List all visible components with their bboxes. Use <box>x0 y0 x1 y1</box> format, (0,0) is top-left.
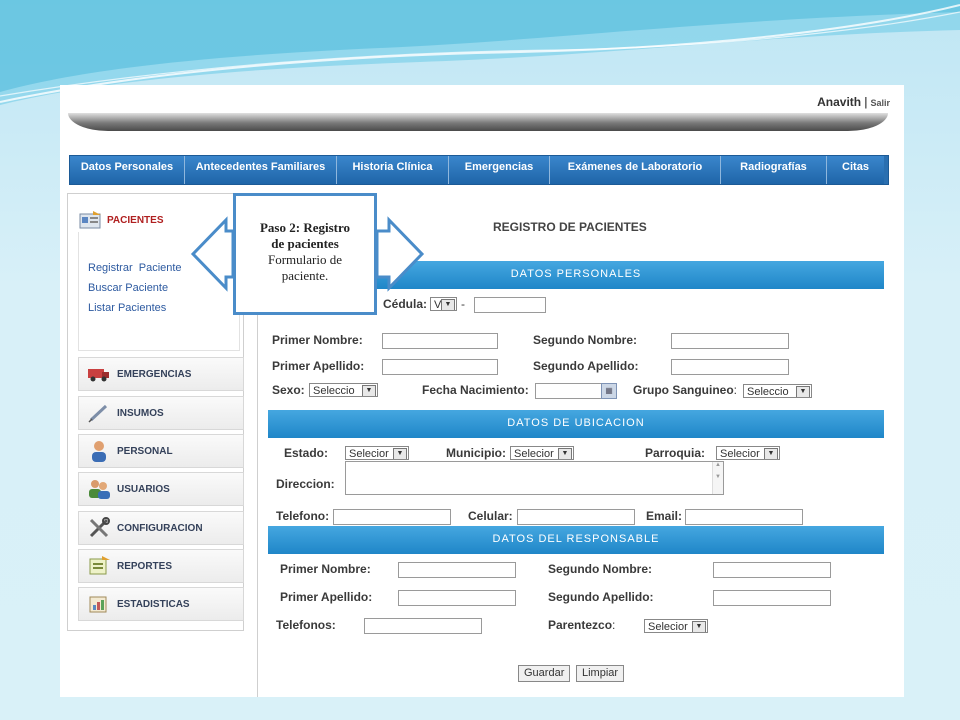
step-callout <box>233 193 377 315</box>
municipio-select-value: Selecior <box>514 448 554 460</box>
sidebar-item-label: EMERGENCIAS <box>117 368 192 380</box>
chevron-down-icon: ▼ <box>764 448 778 460</box>
celular-input[interactable] <box>517 509 635 525</box>
report-icon <box>87 555 111 577</box>
tab-emergencias[interactable]: Emergencias <box>449 156 550 184</box>
link-registrar-paciente[interactable]: Registrar Paciente <box>88 262 182 274</box>
email-label: Email: <box>646 509 683 523</box>
section-datos-responsable: DATOS DEL RESPONSABLE <box>268 526 884 554</box>
tab-datos-personales[interactable]: Datos Personales <box>70 156 185 184</box>
main-tabs <box>69 155 889 185</box>
direccion-textarea[interactable] <box>345 461 724 495</box>
tab-citas[interactable]: Citas <box>827 156 884 184</box>
cedula-label: Cédula: <box>383 297 428 311</box>
callout-line3: Formulario de <box>267 252 342 267</box>
primer-nombre-label: Primer Nombre: <box>272 333 363 347</box>
municipio-label: Municipio: <box>446 446 506 460</box>
direccion-label: Direccion: <box>276 477 335 491</box>
header-bar <box>68 113 888 131</box>
user-separator: | <box>864 95 868 109</box>
parentezco-select-value: Selecior <box>648 621 688 633</box>
save-button[interactable]: Guardar <box>518 665 570 682</box>
resp-segundo-apellido-input[interactable] <box>713 590 831 606</box>
resp-segundo-nombre-label: Segundo Nombre: <box>548 562 652 576</box>
sidebar-item-estadisticas[interactable] <box>78 587 244 621</box>
grupo-sanguineo-select[interactable] <box>743 384 812 398</box>
telefono-input[interactable] <box>333 509 451 525</box>
grupo-sanguineo-text: Grupo Sanguineo <box>633 383 734 397</box>
link-buscar-paciente[interactable]: Buscar Paciente <box>88 282 169 294</box>
segundo-apellido-label: Segundo Apellido: <box>533 359 639 373</box>
sidebar-item-label: INSUMOS <box>117 407 164 419</box>
primer-apellido-label: Primer Apellido: <box>272 359 365 373</box>
parroquia-select-value: Selecior <box>720 448 760 460</box>
textarea-scrollbar[interactable]: ▲ ▼ <box>712 462 723 494</box>
username: Anavith <box>817 95 862 109</box>
telefonos-label: Telefonos: <box>276 618 336 632</box>
estado-label: Estado: <box>284 446 329 460</box>
cedula-input[interactable] <box>474 297 546 313</box>
app-screenshot <box>60 85 904 697</box>
tab-antecedentes-familiares[interactable]: Antecedentes Familiares <box>185 156 337 184</box>
grupo-sanguineo-value: Seleccio <box>747 386 789 398</box>
sidebar-item-label: ESTADISTICAS <box>117 598 190 610</box>
patient-submenu <box>88 262 182 322</box>
resp-segundo-apellido-label: Segundo Apellido: <box>548 590 654 604</box>
chevron-down-icon: ▼ <box>558 448 572 460</box>
primer-apellido-input[interactable] <box>382 359 498 375</box>
tab-examenes-laboratorio[interactable]: Exámenes de Laboratorio <box>550 156 721 184</box>
sidebar-item-label: USUARIOS <box>117 483 170 495</box>
cedula-dash: - <box>461 297 465 311</box>
parroquia-label: Parroquia: <box>645 446 706 460</box>
grupo-sanguineo-label <box>633 383 737 397</box>
grupo-sanguineo-colon: : <box>733 383 738 397</box>
sidebar-item-configuracion[interactable] <box>78 511 244 545</box>
telefonos-input[interactable] <box>364 618 482 634</box>
telefono-label: Telefono: <box>276 509 330 523</box>
callout-line1: Paso 2: Registro <box>259 220 351 235</box>
parentezco-text: Parentezco <box>548 618 613 632</box>
estado-select[interactable] <box>345 446 409 460</box>
page-title: REGISTRO DE PACIENTES <box>493 220 647 234</box>
resp-primer-nombre-input[interactable] <box>398 562 516 578</box>
sidebar-item-label: CONFIGURACION <box>117 522 203 534</box>
resp-primer-nombre-label: Primer Nombre: <box>280 562 371 576</box>
sidebar-item-emergencias[interactable] <box>78 357 244 391</box>
calendar-icon[interactable]: ▦ <box>601 383 617 399</box>
sidebar-item-insumos[interactable] <box>78 396 244 430</box>
sidebar-item-pacientes[interactable] <box>79 207 231 233</box>
sidebar-item-label: PERSONAL <box>117 445 173 457</box>
parentezco-select[interactable] <box>644 619 708 633</box>
email-field[interactable] <box>685 509 803 525</box>
segundo-nombre-label: Segundo Nombre: <box>533 333 637 347</box>
chevron-down-icon: ▼ <box>796 386 810 398</box>
parroquia-select[interactable] <box>716 446 780 460</box>
fecha-nacimiento-label: Fecha Nacimiento: <box>422 383 529 397</box>
person-icon <box>87 440 111 462</box>
sidebar-item-label: REPORTES <box>117 560 173 572</box>
ambulance-icon <box>87 363 111 385</box>
cedula-prefix-value: V <box>434 299 442 311</box>
sexo-select[interactable] <box>309 383 378 397</box>
sexo-label: Sexo: <box>272 383 305 397</box>
chevron-down-icon: ▼ <box>393 448 407 460</box>
section-datos-personales: DATOS PERSONALES <box>268 261 884 289</box>
resp-segundo-nombre-input[interactable] <box>713 562 831 578</box>
tools-icon <box>87 517 111 539</box>
cedula-prefix-select[interactable] <box>430 297 457 311</box>
celular-label: Celular: <box>468 509 513 523</box>
callout-line4: paciente. <box>281 268 329 283</box>
sidebar-item-personal[interactable] <box>78 434 244 468</box>
parentezco-label <box>548 618 615 632</box>
section-datos-ubicacion: DATOS DE UBICACION <box>268 410 884 438</box>
chevron-down-icon: ▼ <box>362 385 376 397</box>
users-icon <box>87 478 111 500</box>
resp-primer-apellido-input[interactable] <box>398 590 516 606</box>
sidebar-item-usuarios[interactable] <box>78 472 244 506</box>
user-area <box>817 95 890 109</box>
callout-line2: de pacientes <box>271 236 339 251</box>
chevron-down-icon: ▼ <box>441 299 455 311</box>
sidebar-item-reportes[interactable] <box>78 549 244 583</box>
stats-icon <box>87 593 111 615</box>
tab-historia-clinica[interactable]: Historia Clínica <box>337 156 449 184</box>
tab-radiografias[interactable]: Radiografías <box>721 156 827 184</box>
sidebar <box>67 193 244 631</box>
clear-button[interactable]: Limpiar <box>576 665 624 682</box>
parentezco-colon: : <box>612 618 616 632</box>
estado-select-value: Selecior <box>349 448 389 460</box>
primer-nombre-input[interactable] <box>382 333 498 349</box>
link-listar-pacientes[interactable]: Listar Pacientes <box>88 302 167 314</box>
municipio-select[interactable] <box>510 446 574 460</box>
segundo-apellido-input[interactable] <box>671 359 789 375</box>
patients-icon <box>79 211 101 229</box>
resp-primer-apellido-label: Primer Apellido: <box>280 590 373 604</box>
logout-link[interactable]: Salir <box>870 98 890 108</box>
chevron-down-icon: ▼ <box>692 621 706 633</box>
segundo-nombre-input[interactable] <box>671 333 789 349</box>
sexo-select-value: Seleccio <box>313 385 355 397</box>
sidebar-item-label: PACIENTES <box>107 214 164 226</box>
syringe-icon <box>87 402 111 424</box>
